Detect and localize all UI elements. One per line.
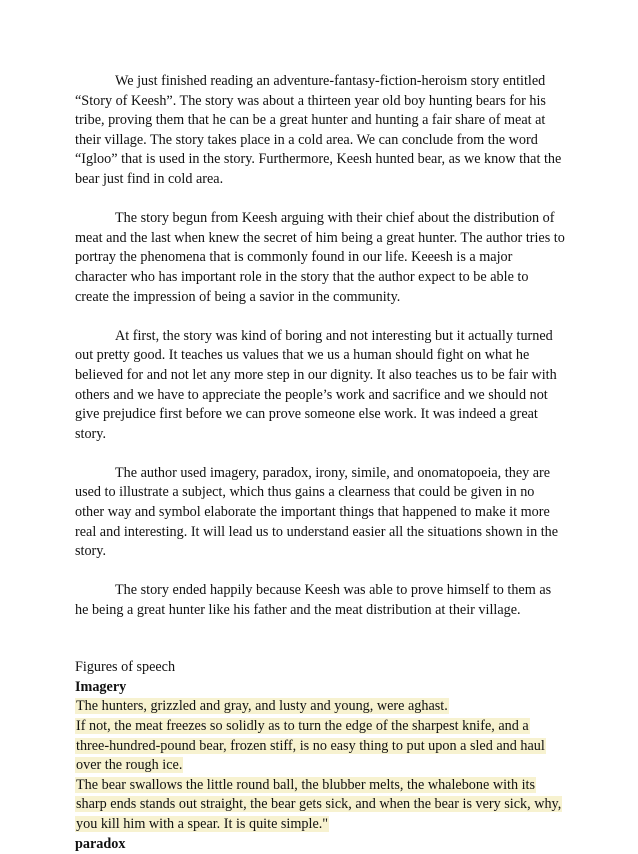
paragraph-2: The story begun from Keesh arguing with their chief about the distribution of meat and the last when knew the secret of him being a great hunter. The author tries to portray the phenomena that is commonly found in our life. Keeesh is a major character who has important role in the story that the author expect to be able to create the impression of being a savior in the community. — [75, 210, 565, 305]
highlighted-quote-text: If not, the meat freezes so solidly as to turn the edge of the sharpest knife, and a three-hundred-pound bear, frozen stiff, is no easy thing to put upon a sled and haul over the rough ice. — [76, 718, 545, 774]
imagery-quote-1 — [75, 697, 565, 717]
paradox-heading: paradox — [75, 835, 126, 852]
highlighted-quote-text: The bear swallows the little round ball, the blubber melts, the whalebone with its sharp ends stands out straight, the bear gets sick, and when the bear is very sick, why, you kill him with a spear. It is quite simple." — [76, 776, 562, 832]
paragraph-5: The story ended happily because Keesh was able to prove himself to them as he being a great hunter like his father and the meat distribution at their village. — [75, 582, 552, 619]
highlighted-quote-text: The hunters, grizzled and gray, and lusty and young, were aghast. — [76, 698, 448, 715]
imagery-quote-2 — [75, 717, 565, 776]
paragraph-3: At first, the story was kind of boring and not interesting but it actually turned out pretty good. It teaches us values that we us a human should fight on what he believed for and not let any more step in our dignity. It also teaches us to be fair with others and we have to appreciate the people’s work and sacrifice and we should not give prejudice first before we can prove someone else work. It was indeed a great story. — [75, 327, 557, 442]
document-body — [75, 72, 565, 854]
imagery-heading: Imagery — [75, 678, 127, 695]
paragraph-4: The author used imagery, paradox, irony, simile, and onomatopoeia, they are used to illustrate a subject, which thus gains a clearness that could be given in no other way and symbol elaborate the important things that happened to make it more real and interesting. It will lead us to understand easier all the situations shown in the story. — [75, 464, 559, 560]
figures-of-speech-title: Figures of speech — [75, 659, 176, 676]
section-gap — [75, 640, 565, 658]
paragraph-1: We just finished reading an adventure-fantasy-fiction-heroism story entitled “Story of Keesh”. The story was about a thirteen year old boy hunting bears for his tribe, proving them that he can be a great hunter and hunting a fair share of meat at their village. The story takes place in a cold area. We can conclude from the word “Igloo” that is used in the story. Furthermore, Keesh hunted bear, as we know that the bear just find in cold area. — [75, 73, 562, 187]
